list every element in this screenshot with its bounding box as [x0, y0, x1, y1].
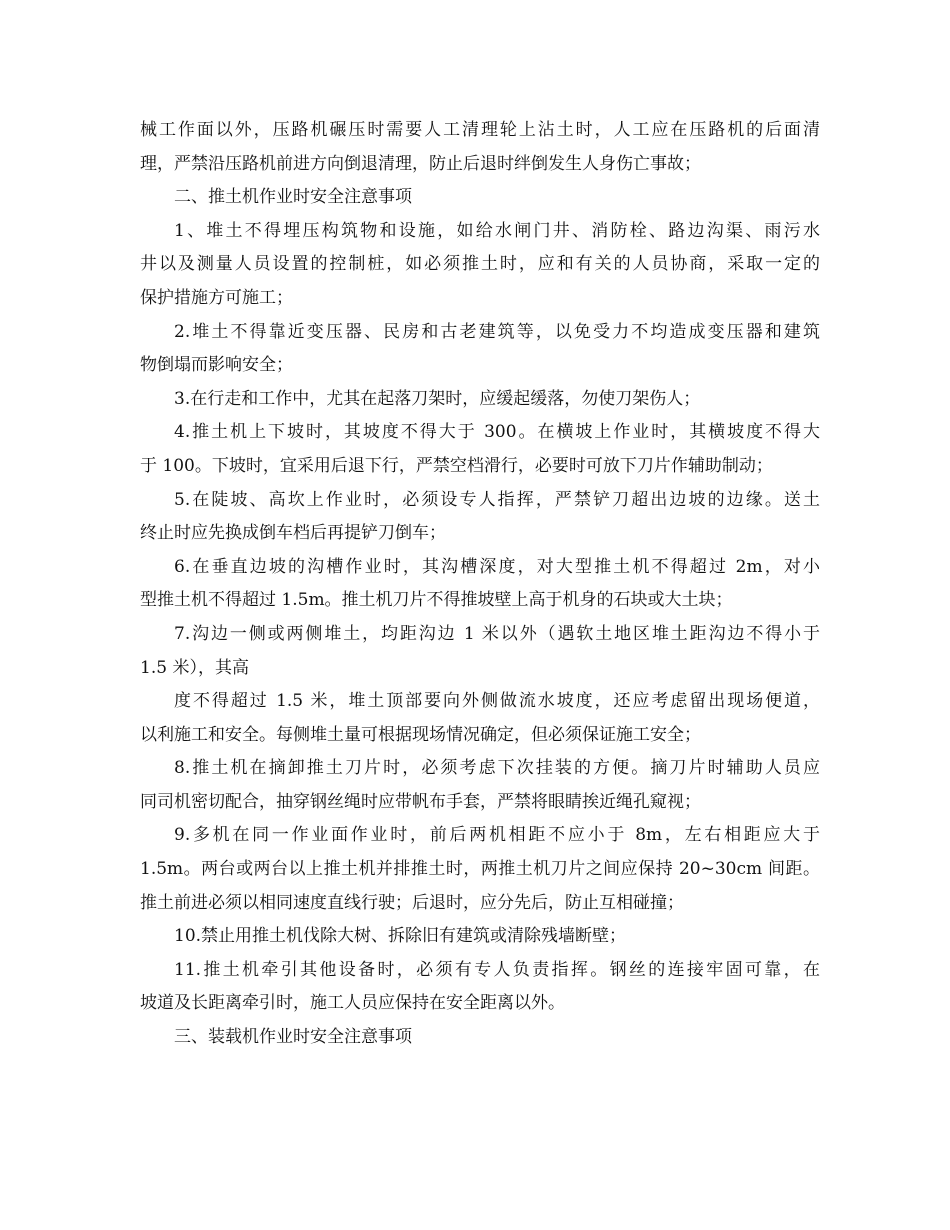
text-line: 6.在垂直边坡的沟槽作业时，其沟槽深度，对大型推土机不得超过 2m，对小 [174, 556, 820, 577]
text-line: 推土前进必须以相同速度直线行驶；后退时，应分先后，防止互相碰撞； [140, 892, 684, 913]
text-line: 2.堆土不得靠近变压器、民房和古老建筑等，以免受力不均造成变压器和建筑 [174, 321, 820, 342]
text-line: 型推土机不得超过 1.5m。推土机刀片不得推坡壁上高于机身的石块或大土块； [140, 590, 733, 611]
text-line: 同司机密切配合，抽穿钢丝绳时应带帆布手套，严禁将眼睛挨近绳孔窥视； [140, 791, 701, 812]
text-line: 井以及测量人员设置的控制桩，如必须推土时，应和有关的人员协商，采取一定的 [140, 254, 820, 275]
text-line: 以利施工和安全。每侧堆土量可根据现场情况确定，但必须保证施工安全； [140, 724, 701, 745]
text-line: 3.在行走和工作中，尤其在起落刀架时，应缓起缓落，勿使刀架伤人； [174, 388, 701, 409]
text-line: 4.推土机上下坡时，其坡度不得大于 300。在横坡上作业时，其横坡度不得大 [174, 422, 820, 443]
text-line: 物倒塌而影响安全； [140, 355, 293, 376]
text-line: 1.5m。两台或两台以上推土机并排推土时，两推土机刀片之间应保持 20~30cm 间距。 [140, 859, 820, 880]
text-line: 保护措施方可施工； [140, 287, 293, 308]
text-line: 5.在陡坡、高坎上作业时，必须设专人指挥，严禁铲刀超出边坡的边缘。送土 [174, 489, 820, 510]
text-line: 1.5 米），其高 [140, 657, 249, 678]
text-line: 终止时应先换成倒车档后再提铲刀倒车； [140, 523, 446, 544]
text-line: 坡道及长距离牵引时，施工人员应保持在安全距离以外。 [140, 993, 565, 1014]
text-line: 械工作面以外，压路机碾压时需要人工清理轮上沾土时，人工应在压路机的后面清 [140, 120, 820, 140]
document-body [140, 114, 820, 1055]
text-line: 二、推土机作业时安全注意事项 [174, 187, 412, 208]
text-line: 8.推土机在摘卸推土刀片时，必须考虑下次挂装的方便。摘刀片时辅助人员应 [174, 758, 820, 779]
text-line: 10.禁止用推土机伐除大树、拆除旧有建筑或清除残墙断壁； [174, 926, 627, 947]
text-line: 度不得超过 1.5 米，堆土顶部要向外侧做流水坡度，还应考虑留出现场便道， [174, 691, 820, 712]
text-line: 1、堆土不得埋压构筑物和设施，如给水闸门井、消防栓、路边沟渠、雨污水 [174, 220, 820, 241]
text-line: 9.多机在同一作业面作业时，前后两机相距不应小于 8m，左右相距应大于 [174, 825, 820, 846]
text-line: 三、装载机作业时安全注意事项 [174, 1027, 412, 1048]
text-line: 11.推土机牵引其他设备时，必须有专人负责指挥。钢丝的连接牢固可靠，在 [174, 959, 820, 980]
text-line: 理，严禁沿压路机前进方向倒退清理，防止后退时绊倒发生人身伤亡事故； [140, 153, 701, 174]
text-line: 7.沟边一侧或两侧堆土，均距沟边 1 米以外（遇软土地区堆土距沟边不得小于 [174, 623, 820, 644]
text-line: 于 100。下坡时，宜采用后退下行，严禁空档滑行，必要时可放下刀片作辅助制动； [140, 455, 773, 476]
